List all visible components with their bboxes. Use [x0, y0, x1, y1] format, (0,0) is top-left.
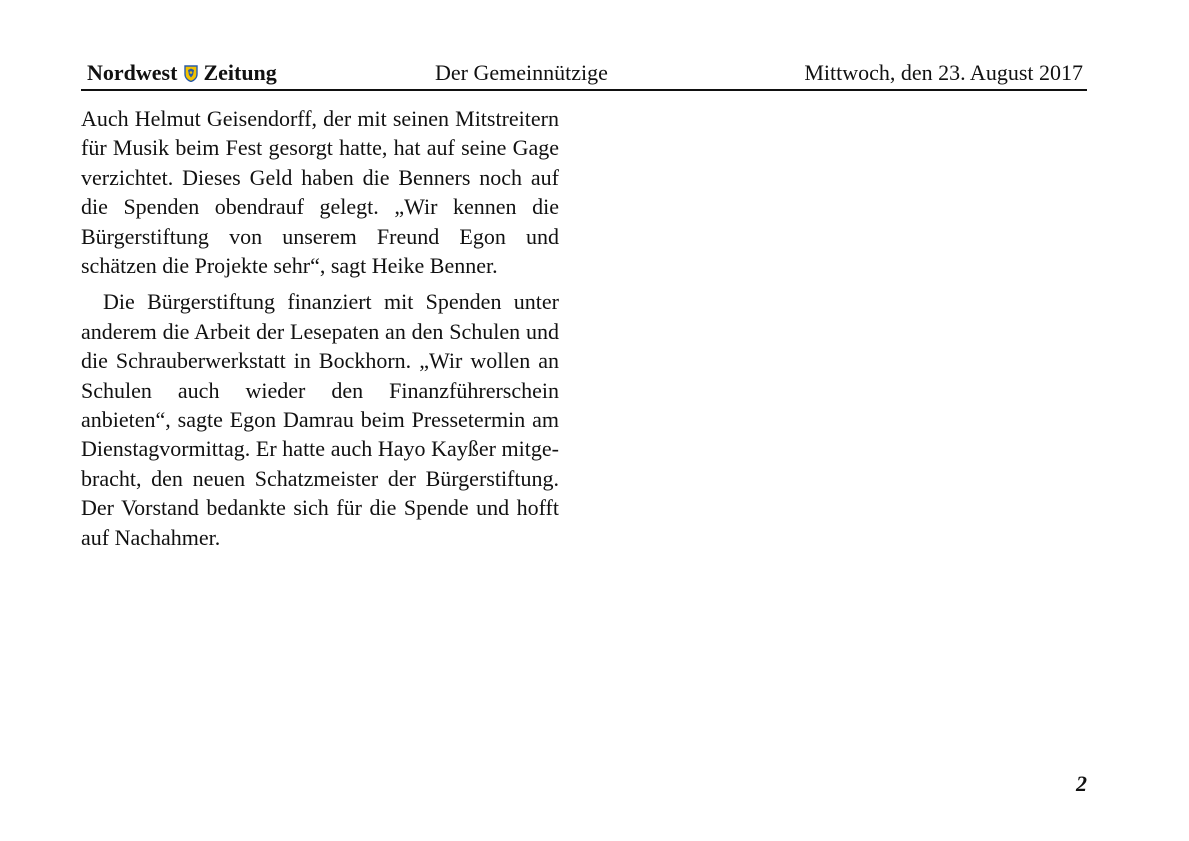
- masthead-name-part2: Zeitung: [203, 60, 277, 85]
- newspaper-masthead: [87, 60, 277, 86]
- article-paragraph: Die Bürgerstiftung finanziert mit Spenden unter anderem die Arbeit der Lesepaten an den Schulen und die Schrauberwerkstatt in Bockhorn. „Wir wollen an Schulen auch wieder den Finanzführerschein anbieten“, sagte Egon Damrau beim Pressetermin am Dienstagvormittag. Er hatte auch Hayo Kayßer mitgebracht, den neuen Schatzmeister der Bürgerstiftung. Der Vorstand bedankte sich für die Spende und hofft auf Nachahmer.: [81, 289, 559, 550]
- masthead-name-part1: Nordwest: [87, 60, 178, 85]
- page-header: [83, 60, 1087, 88]
- issue-date: Mittwoch, den 23. August 2017: [804, 60, 1083, 85]
- article-paragraph: Auch Helmut Geisendorff, der mit seinen Mitstreitern für Musik beim Fest gesorgt hatte, hat auf seine Gage verzichtet. Dieses Geld haben die Benners noch auf die Spenden obendrauf gelegt. „Wir kennen die Bürgerstiftung von unserem Freund Egon und schätzen die Projekte sehr“, sagt Heike Benner.: [81, 106, 559, 279]
- coat-of-arms-icon: [184, 65, 198, 82]
- section-title: Der Gemeinnützige: [435, 60, 608, 85]
- header-divider: [81, 89, 1087, 91]
- article-column: [81, 104, 559, 552]
- page-number: 2: [1076, 771, 1087, 796]
